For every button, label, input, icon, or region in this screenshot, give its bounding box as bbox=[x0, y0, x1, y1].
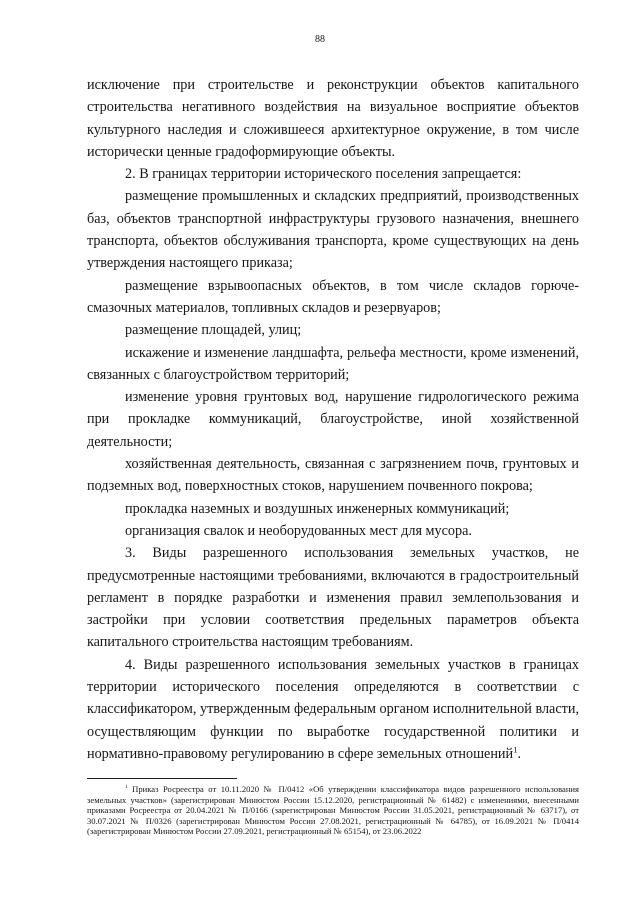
paragraph-dumps: организация свалок и необорудованных мест для мусора. bbox=[125, 522, 472, 539]
footnote bbox=[87, 784, 579, 837]
paragraph-item-2-heading: 2. В границах территории исторического поселения запрещается: bbox=[125, 166, 522, 183]
paragraph-groundwater: изменение уровня грунтовых вод, нарушение гидрологического режима при прокладке коммуникаций, благоустройстве, иной хозяйственной деятельности; bbox=[87, 389, 579, 450]
paragraph-landscape: искажение и изменение ландшафта, рельефа местности, кроме изменений, связанных с благоустройством территорий; bbox=[87, 344, 579, 383]
page-number: 88 bbox=[315, 34, 325, 45]
footnote-reference[interactable]: 1 bbox=[513, 744, 518, 755]
paragraph-squares-streets: размещение площадей, улиц; bbox=[125, 322, 302, 339]
paragraph-industrial: размещение промышленных и складских предприятий, производственных баз, объектов транспортной инфраструктуры грузового назначения, внешнего транспорта, объектов обслуживания транспорта, кроме существующих на день утверждения настоящего приказа; bbox=[87, 188, 579, 272]
footnote-marker: 1 bbox=[125, 784, 128, 791]
paragraph-item-3: 3. Виды разрешенного использования земельных участков, не предусмотренные настоящими требованиями, включаются в градостроительный регламент в порядке разработки и изменения правил землепользования и застройки при условии соответствия предельных параметров объекта капитального строительства настоящим требованиям. bbox=[87, 545, 579, 651]
paragraph-utilities: прокладка наземных и воздушных инженерных коммуникаций; bbox=[125, 500, 510, 517]
paragraph-explosive: размещение взрывоопасных объектов, в том числе складов горюче-смазочных материалов, топливных складов и резервуаров; bbox=[87, 277, 579, 316]
footnote-separator bbox=[87, 778, 237, 779]
document-body bbox=[87, 74, 579, 765]
paragraph-item-4 bbox=[87, 654, 579, 765]
footnote-text: Приказ Росреестра от 10.11.2020 № П/0412 «Об утверждении классификатора видов разрешенного использования земельных участков» (зарегистрирован Минюстом России 15.12.2020, регистрационный № 61482) с изменениями, внесенными приказами Росреестра от 20.04.2021 № П/0166 (зарегистрирован Минюстом России 31.05.2021, регистрационный № 63717), от 30.07.2021 № П/0326 (зарегистрирован Минюстом России 27.08.2021, регистрационный № 64785), от 16.09.2021 № П/0414 (зарегистрирован Минюстом России 27.09.2021, регистрационный № 65154), от 23.06.2022 bbox=[87, 784, 579, 837]
paragraph-end-period: . bbox=[517, 745, 522, 762]
paragraph-item-4-text: 4. Виды разрешенного использования земельных участков в границах территории исторического поселения определяются в соответствии с классификатором, утвержденным федеральным органом исполнительной власти, осуществляющим функции по выработке государственной политики и нормативно-правовому регулированию в сфере земельных отношений bbox=[87, 656, 579, 762]
paragraph-exception: исключение при строительстве и реконструкции объектов капитального строительства негативного воздействия на визуальное восприятие объектов культурного наследия и сложившееся архитектурное окружение, в том числе исторически ценные градоформирующие объекты. bbox=[87, 77, 579, 160]
paragraph-pollution: хозяйственная деятельность, связанная с загрязнением почв, грунтовых и подземных вод, поверхностных стоков, нарушением почвенного покрова; bbox=[87, 456, 579, 495]
